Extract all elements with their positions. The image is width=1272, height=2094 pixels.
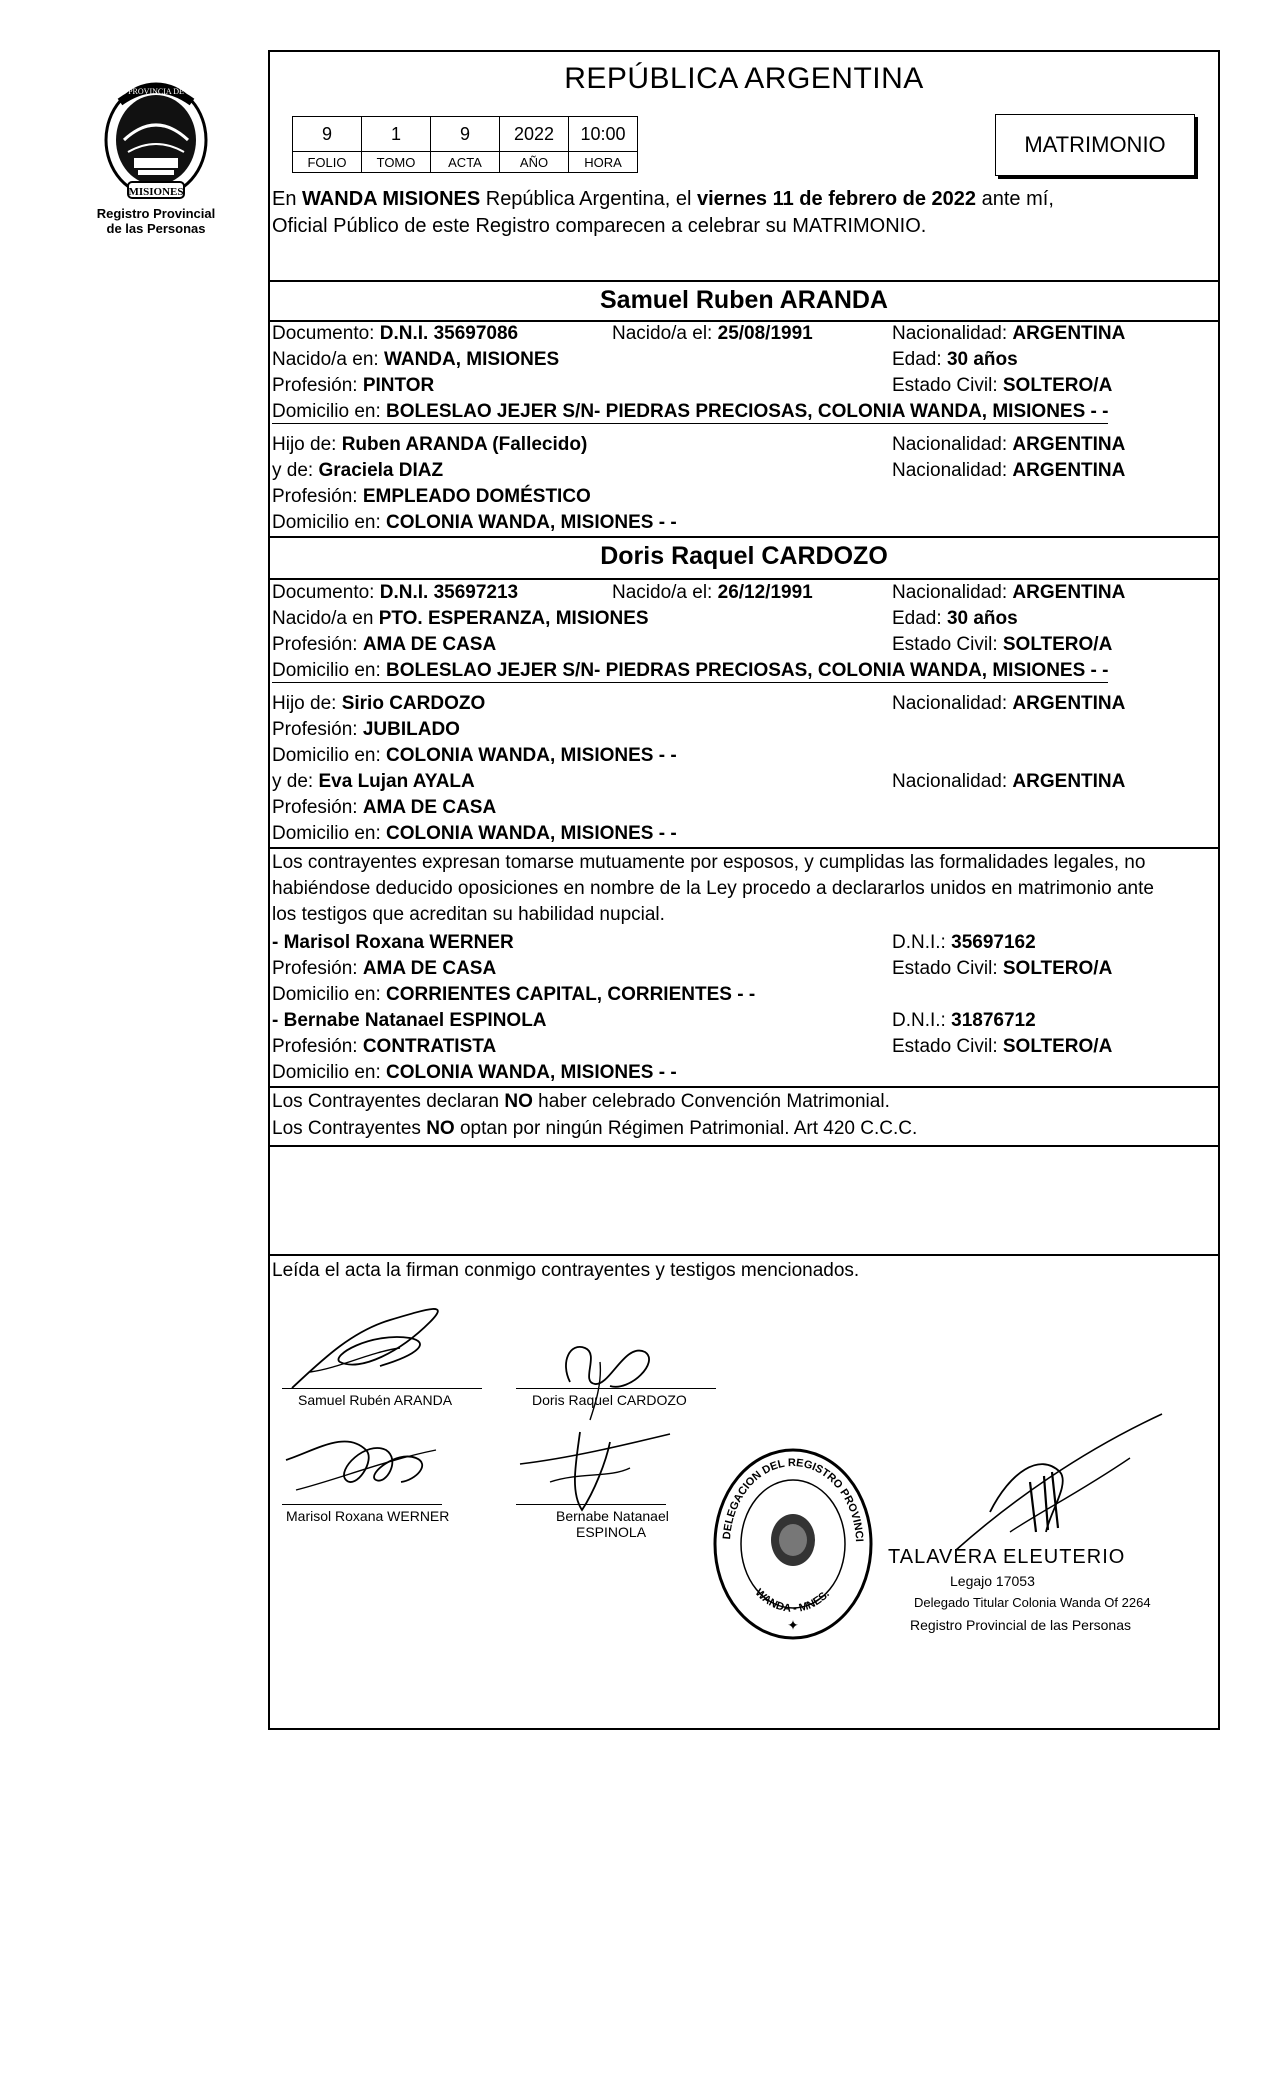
spouse1-parents-address: Domicilio en: COLONIA WANDA, MISIONES - - [272,512,677,533]
divider [270,1086,1218,1088]
witness1-address: Domicilio en: CORRIENTES CAPITAL, CORRIENTES - - [272,984,756,1005]
witness2-profession: Profesión: CONTRATISTA [272,1036,497,1057]
spouse2-profession: Profesión: AMA DE CASA [272,634,497,655]
divider [270,1145,1218,1147]
hour-label: HORA [569,152,638,173]
spouse2-mother-address: Domicilio en: COLONIA WANDA, MISIONES - - [272,823,677,844]
spouse1-father-nat: Nacionalidad: ARGENTINA [892,434,1126,455]
spouse2-father-address: Domicilio en: COLONIA WANDA, MISIONES - - [272,745,677,766]
tomo-value: 1 [362,117,431,152]
spouse1-birthplace: Nacido/a en: WANDA, MISIONES [272,349,560,370]
witness1-name: - Marisol Roxana WERNER [272,932,514,953]
declaration-line3: los testigos que acreditan su habilidad nupcial. [272,904,665,925]
witness1-profession: Profesión: AMA DE CASA [272,958,497,979]
intro-line2: Oficial Público de este Registro comparecen a celebrar su MATRIMONIO. [272,215,927,237]
intro-date: viernes 11 de febrero de 2022 [697,188,977,210]
spouse2-father-nat: Nacionalidad: ARGENTINA [892,693,1126,714]
spouse1-father: Hijo de: Ruben ARANDA (Fallecido) [272,434,588,455]
declaration-line2: habiéndose deducido oposiciones en nombre de la Ley procedo a declararlos unidos en matrimonio ante [272,878,1154,899]
spouse1-mother-nat: Nacionalidad: ARGENTINA [892,460,1126,481]
signature-label-witness2-l2: ESPINOLA [576,1524,647,1540]
regime-line1: Los Contrayentes declaran NO haber celebrado Convención Matrimonial. [272,1091,890,1112]
acta-value: 9 [431,117,500,152]
signature-witness2-icon [510,1422,700,1512]
witness2-name: - Bernabe Natanael ESPINOLA [272,1010,547,1031]
signature-line [282,1504,442,1505]
divider [270,1254,1218,1256]
spouse2-age: Edad: 30 años [892,608,1018,629]
spouse1-mother: y de: Graciela DIAZ [272,460,444,481]
official-registry: Registro Provincial de las Personas [910,1617,1131,1633]
spouse2-mother-profession: Profesión: AMA DE CASA [272,797,497,818]
province-seal-icon [100,80,212,202]
witness2-dni: D.N.I.: 31876712 [892,1010,1036,1031]
official-name: TALAVERA ELEUTERIO [888,1546,1126,1568]
signature-line [516,1504,666,1505]
spouse1-born: Nacido/a el: 25/08/1991 [612,323,813,344]
logo-ring-top: PROVINCIA DE [128,87,184,96]
spouse2-mother-nat: Nacionalidad: ARGENTINA [892,771,1126,792]
declaration-line1: Los contrayentes expresan tomarse mutuamente por esposos, y cumplidas las formalidades legales, no [272,852,1146,873]
svg-text:WANDA - MNES. [753,1587,832,1615]
folio-label: FOLIO [293,152,362,173]
spouse1-name: Samuel Ruben ARANDA [600,286,888,314]
signature-official-icon [950,1412,1170,1552]
year-label: AÑO [500,152,569,173]
official-stamp-icon [703,1435,878,1644]
tomo-label: TOMO [362,152,431,173]
signature-witness1-icon [276,1420,446,1510]
registry-logo [82,80,230,236]
signature-label-spouse2: Doris Raquel CARDOZO [532,1392,687,1408]
intro-line1: En WANDA MISIONES República Argentina, el viernes 11 de febrero de 2022 ante mí, [272,188,1054,210]
spouse2-address: Domicilio en: BOLESLAO JEJER S/N- PIEDRAS PRECIOSAS, COLONIA WANDA, MISIONES - - [272,660,1109,681]
signature-label-spouse1: Samuel Rubén ARANDA [298,1392,453,1408]
signature-line [516,1388,716,1389]
official-role: Delegado Titular Colonia Wanda Of 2264 [914,1595,1151,1610]
regime-line2: Los Contrayentes NO optan por ningún Régimen Patrimonial. Art 420 C.C.C. [272,1118,918,1139]
logo-ring-bottom: MISIONES [128,186,184,198]
spouse2-birthplace: Nacido/a en PTO. ESPERANZA, MISIONES [272,608,649,629]
act-type-box: MATRIMONIO [995,114,1195,176]
witness2-civil: Estado Civil: SOLTERO/A [892,1036,1113,1057]
witness1-dni: D.N.I.: 35697162 [892,932,1036,953]
divider [270,847,1218,849]
spouse2-civil: Estado Civil: SOLTERO/A [892,634,1113,655]
spouse2-mother: y de: Eva Lujan AYALA [272,771,475,792]
spouse1-civil: Estado Civil: SOLTERO/A [892,375,1113,396]
logo-caption-line2: de las Personas [106,221,206,236]
spouse2-father-profession: Profesión: JUBILADO [272,719,460,740]
intro-place: WANDA MISIONES [302,188,481,210]
stamp-ring-top: DELEGACION DEL REGISTRO PROVINCIAL DE LAS PERSONAS [703,1435,865,1543]
signature-spouse1-icon [280,1292,480,1392]
spouse1-doc: Documento: D.N.I. 35697086 [272,323,519,344]
stamp-ring-bottom: WANDA - MNES. [752,1586,832,1615]
logo-caption-line1: Registro Provincial [96,206,216,221]
spouse1-address: Domicilio en: BOLESLAO JEJER S/N- PIEDRAS PRECIOSAS, COLONIA WANDA, MISIONES - - [272,401,1109,422]
registry-table [292,116,638,173]
spouse1-parents-profession: Profesión: EMPLEADO DOMÉSTICO [272,486,591,507]
acta-label: ACTA [431,152,500,173]
divider [270,320,1218,322]
folio-value: 9 [293,117,362,152]
spouse1-nat: Nacionalidad: ARGENTINA [892,323,1126,344]
official-legajo: Legajo 17053 [950,1573,1035,1589]
spouse1-profession: Profesión: PINTOR [272,375,435,396]
certificate-frame [268,50,1220,1730]
hour-value: 10:00 [569,117,638,152]
signature-label-witness1: Marisol Roxana WERNER [286,1508,450,1524]
page-title: REPÚBLICA ARGENTINA [564,62,924,95]
divider [270,280,1218,282]
signature-label-witness2-l1: Bernabe Natanael [556,1508,669,1524]
spouse2-doc: Documento: D.N.I. 35697213 [272,582,519,603]
spouse2-born: Nacido/a el: 26/12/1991 [612,582,813,603]
svg-text:✦: ✦ [787,1617,799,1633]
witness2-address: Domicilio en: COLONIA WANDA, MISIONES - - [272,1062,677,1083]
spouse1-age: Edad: 30 años [892,349,1018,370]
spouse2-nat: Nacionalidad: ARGENTINA [892,582,1126,603]
divider [270,578,1218,580]
signature-line [282,1388,482,1389]
year-value: 2022 [500,117,569,152]
witness1-civil: Estado Civil: SOLTERO/A [892,958,1113,979]
spouse2-father: Hijo de: Sirio CARDOZO [272,693,486,714]
spouse2-name: Doris Raquel CARDOZO [600,542,888,570]
divider [270,536,1218,538]
closing-text: Leída el acta la firman conmigo contrayentes y testigos mencionados. [272,1260,860,1281]
